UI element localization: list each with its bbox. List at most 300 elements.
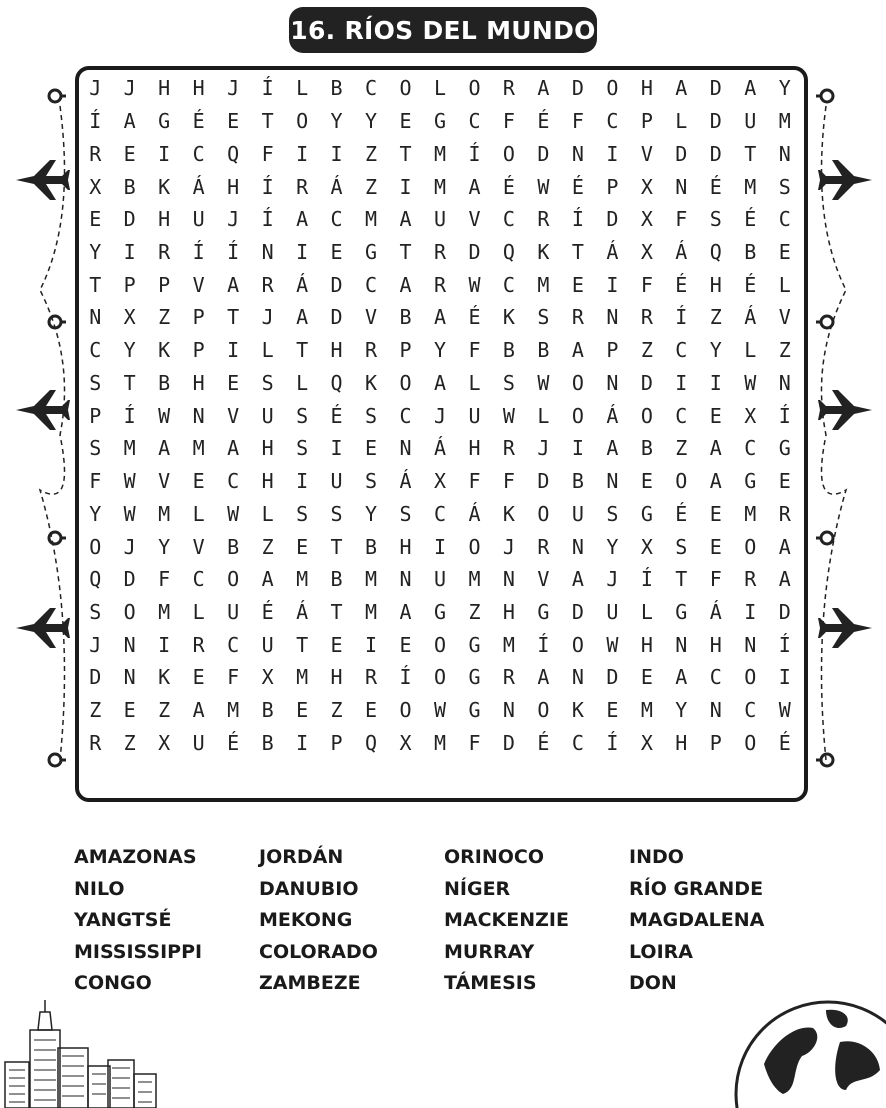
grid-letter: F <box>640 272 653 297</box>
grid-letter: G <box>778 436 791 461</box>
grid-letter: Y <box>123 338 136 363</box>
grid-letter: H <box>709 632 722 657</box>
grid-letter: D <box>502 730 515 755</box>
word-item: CONGO <box>74 972 152 994</box>
grid-letter: Z <box>158 305 171 330</box>
grid-letter: Á <box>330 174 343 199</box>
grid-letter: M <box>468 567 481 592</box>
grid-letter: A <box>709 469 722 494</box>
grid-letter: A <box>537 76 550 101</box>
grid-letter: U <box>433 207 447 232</box>
grid-letter: X <box>123 305 136 330</box>
grid-letter: O <box>571 370 584 395</box>
grid-letter: B <box>537 338 550 363</box>
grid-letter: S <box>778 174 791 199</box>
grid-letter: M <box>502 632 515 657</box>
grid-letter: H <box>158 76 171 101</box>
grid-letter: E <box>640 665 653 690</box>
grid-letter: I <box>158 632 171 657</box>
grid-letter: T <box>399 141 412 166</box>
grid-letter: C <box>675 403 688 428</box>
word-item: MURRAY <box>444 940 535 963</box>
grid-letter: L <box>261 338 274 363</box>
grid-letter: Q <box>227 141 240 166</box>
pin-icon <box>44 313 66 331</box>
grid-letter: I <box>365 632 378 657</box>
grid-letter: E <box>571 272 584 297</box>
grid-letter: M <box>537 272 550 297</box>
grid-letter: B <box>399 305 412 330</box>
grid-letter: S <box>537 305 550 330</box>
grid-letter: E <box>330 239 343 264</box>
grid-letter: S <box>399 501 412 526</box>
grid-letter: C <box>502 207 515 232</box>
grid-letter: H <box>640 76 653 101</box>
grid-letter: C <box>606 109 619 134</box>
grid-letter: Q <box>330 370 343 395</box>
grid-letter: N <box>606 469 619 494</box>
grid-letter: A <box>778 567 791 592</box>
grid-letter: I <box>606 141 619 166</box>
grid-letter: É <box>675 272 688 297</box>
grid-letter: S <box>675 534 688 559</box>
grid-letter: Z <box>158 698 171 723</box>
grid-letter: C <box>227 469 240 494</box>
grid-letter: M <box>433 174 447 199</box>
grid-letter: A <box>296 207 309 232</box>
grid-letter: K <box>158 338 171 363</box>
grid-letter: Í <box>261 207 274 232</box>
word-item: MAGDALENA <box>629 909 765 931</box>
grid-letter: W <box>123 469 136 494</box>
grid-letter: K <box>502 501 515 526</box>
grid-letter: T <box>89 272 102 297</box>
grid-letter: R <box>89 730 102 755</box>
grid-letter: D <box>123 567 136 592</box>
grid-letter: M <box>778 109 791 134</box>
grid-letter: Q <box>502 239 515 264</box>
grid-letter: L <box>640 599 653 624</box>
grid-letter: S <box>606 501 619 526</box>
grid-letter: E <box>709 534 722 559</box>
grid-letter: I <box>433 534 447 559</box>
pin-icon <box>44 87 66 105</box>
grid-letter: F <box>158 567 171 592</box>
pin-icon <box>44 529 66 547</box>
grid-letter: S <box>709 207 722 232</box>
page-title: 16. RÍOS DEL MUNDO <box>289 7 597 53</box>
grid-letter: E <box>709 403 722 428</box>
grid-letter: J <box>537 436 550 461</box>
grid-letter: Z <box>468 599 481 624</box>
grid-letter: X <box>744 403 757 428</box>
grid-letter: E <box>227 370 240 395</box>
city-skyline-icon <box>0 1000 160 1108</box>
grid-letter: U <box>192 207 205 232</box>
grid-letter: I <box>606 272 619 297</box>
grid-letter: L <box>192 599 205 624</box>
word-item: ORINOCO <box>444 846 545 868</box>
grid-letter: C <box>744 436 757 461</box>
grid-letter: Á <box>433 436 447 461</box>
grid-letter: K <box>158 665 171 690</box>
grid-letter: B <box>502 338 515 363</box>
grid-letter: D <box>123 207 136 232</box>
grid-letter: H <box>227 174 240 199</box>
grid-letter: U <box>571 501 584 526</box>
grid-letter: R <box>502 665 515 690</box>
grid-letter: D <box>709 76 722 101</box>
word-item: MEKONG <box>259 909 353 931</box>
grid-letter: P <box>123 272 136 297</box>
grid-letter: R <box>261 272 274 297</box>
grid-letter: O <box>89 534 102 559</box>
grid-letter: E <box>709 501 722 526</box>
grid-letter: R <box>537 534 550 559</box>
grid-letter: R <box>296 174 309 199</box>
grid-letter: D <box>709 141 722 166</box>
grid-letter: Q <box>365 730 378 755</box>
grid-letter: M <box>296 665 309 690</box>
grid-letter: O <box>468 76 481 101</box>
grid-letter: Í <box>89 109 102 134</box>
grid-letter: X <box>261 665 274 690</box>
grid-letter: A <box>158 436 171 461</box>
grid-letter: N <box>502 567 515 592</box>
grid-letter: A <box>192 698 205 723</box>
grid-letter: R <box>502 76 515 101</box>
grid-letter: U <box>330 469 343 494</box>
grid-letter: C <box>709 665 722 690</box>
grid-letter: R <box>433 239 447 264</box>
grid-letter: B <box>365 534 378 559</box>
grid-letter: L <box>296 370 309 395</box>
grid-letter: T <box>571 239 584 264</box>
grid-letter: O <box>571 403 584 428</box>
grid-letter: C <box>675 338 688 363</box>
grid-letter: A <box>571 338 584 363</box>
grid-letter: H <box>158 207 171 232</box>
grid-letter: T <box>330 534 343 559</box>
grid-letter: O <box>468 534 481 559</box>
airplane-icon <box>818 156 874 204</box>
grid-letter: Í <box>778 403 791 428</box>
grid-letter: O <box>399 76 412 101</box>
grid-letter: V <box>468 207 481 232</box>
grid-letter: F <box>89 469 102 494</box>
grid-letter: M <box>158 501 171 526</box>
grid-letter: W <box>537 174 550 199</box>
grid-letter: E <box>227 109 240 134</box>
grid-letter: H <box>709 272 722 297</box>
grid-letter: I <box>158 141 171 166</box>
grid-letter: G <box>537 599 550 624</box>
grid-letter: R <box>433 272 447 297</box>
grid-letter: T <box>123 370 136 395</box>
grid-letter: L <box>468 370 481 395</box>
grid-letter: M <box>433 141 447 166</box>
grid-letter: F <box>502 109 515 134</box>
grid-letter: Y <box>158 534 171 559</box>
grid-letter: P <box>709 730 722 755</box>
grid-letter: P <box>192 305 205 330</box>
grid-letter: W <box>537 370 550 395</box>
grid-letter: X <box>640 239 653 264</box>
grid-letter: C <box>365 272 378 297</box>
grid-letter: B <box>571 469 584 494</box>
grid-letter: M <box>744 501 757 526</box>
grid-letter: Í <box>640 567 653 592</box>
grid-letter: I <box>123 239 136 264</box>
word-item: AMAZONAS <box>74 846 197 868</box>
grid-letter: É <box>778 730 791 755</box>
grid-letter: Í <box>227 239 240 264</box>
grid-letter: A <box>399 207 412 232</box>
grid-letter: X <box>433 469 447 494</box>
grid-letter: D <box>537 141 550 166</box>
grid-letter: K <box>571 698 584 723</box>
grid-letter: E <box>89 207 102 232</box>
grid-letter: J <box>227 76 240 101</box>
grid-letter: M <box>227 698 240 723</box>
grid-letter: R <box>778 501 791 526</box>
grid-letter: É <box>227 730 240 755</box>
grid-letter: H <box>330 338 343 363</box>
grid-letter: E <box>365 436 378 461</box>
grid-letter: Y <box>89 501 102 526</box>
grid-letter: Z <box>365 174 378 199</box>
grid-letter: Z <box>709 305 722 330</box>
grid-letter: Á <box>606 239 619 264</box>
grid-letter: V <box>640 141 653 166</box>
grid-letter: E <box>365 698 378 723</box>
grid-letter: Y <box>709 338 722 363</box>
grid-letter: B <box>744 239 757 264</box>
grid-letter: M <box>296 567 309 592</box>
grid-letter: R <box>365 665 378 690</box>
grid-letter: X <box>640 174 653 199</box>
grid-letter: É <box>537 109 550 134</box>
grid-letter: U <box>606 599 619 624</box>
grid-letter: D <box>571 76 584 101</box>
grid-letter: Á <box>606 403 619 428</box>
grid-letter: Í <box>778 632 791 657</box>
grid-letter: E <box>606 698 619 723</box>
grid-letter: D <box>330 272 343 297</box>
grid-letter: I <box>227 338 240 363</box>
grid-letter: O <box>502 141 515 166</box>
grid-letter: E <box>330 632 343 657</box>
grid-letter: C <box>468 109 481 134</box>
grid-letter: J <box>123 534 136 559</box>
grid-letter: Y <box>365 109 378 134</box>
grid-letter: Á <box>744 305 757 330</box>
grid-letter: O <box>433 632 447 657</box>
grid-letter: O <box>433 665 447 690</box>
grid-letter: M <box>433 730 447 755</box>
grid-letter: R <box>744 567 757 592</box>
grid-letter: O <box>571 632 584 657</box>
word-list <box>74 846 834 1004</box>
grid-letter: D <box>606 665 619 690</box>
grid-letter: N <box>606 305 619 330</box>
word-item: LOIRA <box>629 940 693 963</box>
grid-letter: A <box>296 305 309 330</box>
grid-letter: H <box>502 599 515 624</box>
grid-letter: É <box>330 403 343 428</box>
grid-letter: Y <box>606 534 619 559</box>
grid-letter: É <box>709 174 722 199</box>
grid-letter: A <box>537 665 550 690</box>
grid-letter: R <box>640 305 653 330</box>
grid-letter: Í <box>606 730 619 755</box>
grid-letter: D <box>468 239 481 264</box>
grid-letter: O <box>744 534 757 559</box>
grid-letter: N <box>399 567 412 592</box>
grid-letter: Í <box>399 665 412 690</box>
grid-letter: E <box>399 632 412 657</box>
grid-letter: S <box>365 469 378 494</box>
grid-letter: E <box>123 698 136 723</box>
word-item: NÍGER <box>444 877 511 900</box>
grid-letter: G <box>365 239 378 264</box>
grid-letter: R <box>365 338 378 363</box>
grid-letter: N <box>571 141 584 166</box>
grid-letter: I <box>296 239 309 264</box>
grid-letter: O <box>744 665 757 690</box>
grid-letter: W <box>502 403 515 428</box>
word-item: MACKENZIE <box>444 909 569 931</box>
grid-letter: I <box>571 436 584 461</box>
grid-letter: C <box>502 272 515 297</box>
grid-letter: W <box>778 698 791 723</box>
grid-letter: É <box>502 174 515 199</box>
grid-letter: R <box>158 239 171 264</box>
grid-letter: G <box>640 501 653 526</box>
grid-letter: O <box>227 567 240 592</box>
grid-letter: N <box>571 665 584 690</box>
grid-letter: T <box>744 141 757 166</box>
grid-letter: N <box>744 632 757 657</box>
grid-letter: N <box>606 370 619 395</box>
grid-letter: C <box>192 567 205 592</box>
grid-letter: K <box>537 239 550 264</box>
grid-letter: P <box>606 338 619 363</box>
grid-letter: J <box>89 632 102 657</box>
grid-letter: M <box>192 436 205 461</box>
grid-letter: N <box>89 305 102 330</box>
grid-letter: H <box>192 76 205 101</box>
grid-letter: A <box>709 436 722 461</box>
grid-letter: E <box>778 239 791 264</box>
grid-letter: C <box>744 698 757 723</box>
grid-letter: Z <box>675 436 688 461</box>
grid-letter: W <box>433 698 447 723</box>
grid-letter: G <box>468 665 481 690</box>
grid-letter: W <box>606 632 619 657</box>
grid-letter: M <box>158 599 171 624</box>
grid-letter: X <box>640 534 653 559</box>
grid-letter: Í <box>261 76 274 101</box>
grid-letter: L <box>744 338 757 363</box>
grid-letter: X <box>640 730 653 755</box>
grid-letter: T <box>227 305 240 330</box>
word-item: DANUBIO <box>259 877 359 900</box>
grid-letter: R <box>571 305 584 330</box>
grid-letter: O <box>675 469 688 494</box>
grid-letter: L <box>261 501 274 526</box>
grid-letter: A <box>744 76 757 101</box>
grid-letter: I <box>399 174 412 199</box>
grid-letter: T <box>296 632 309 657</box>
grid-letter: F <box>468 338 481 363</box>
grid-letter: J <box>123 76 136 101</box>
grid-letter: E <box>123 141 136 166</box>
grid-letter: B <box>640 436 653 461</box>
grid-letter: A <box>261 567 274 592</box>
grid-letter: S <box>365 403 378 428</box>
letter-grid <box>78 72 802 792</box>
grid-letter: K <box>365 370 378 395</box>
grid-letter: Y <box>433 338 447 363</box>
grid-letter: A <box>433 370 447 395</box>
grid-letter: E <box>640 469 653 494</box>
grid-letter: T <box>399 239 412 264</box>
grid-letter: Q <box>89 567 102 592</box>
grid-letter: F <box>468 469 481 494</box>
airplane-icon <box>818 604 874 652</box>
grid-letter: B <box>261 730 274 755</box>
grid-letter: H <box>675 730 688 755</box>
grid-letter: S <box>296 403 309 428</box>
grid-letter: G <box>433 599 447 624</box>
grid-letter: Z <box>261 534 274 559</box>
grid-letter: I <box>744 599 757 624</box>
airplane-icon <box>14 604 70 652</box>
word-item: DON <box>629 972 677 994</box>
grid-letter: P <box>399 338 412 363</box>
grid-letter: N <box>123 632 136 657</box>
grid-letter: G <box>468 632 481 657</box>
grid-letter: M <box>365 567 378 592</box>
word-item: RÍO GRANDE <box>629 877 764 900</box>
grid-letter: C <box>227 632 240 657</box>
grid-letter: É <box>675 501 688 526</box>
grid-letter: X <box>640 207 653 232</box>
grid-letter: N <box>675 632 688 657</box>
grid-letter: W <box>227 501 240 526</box>
word-item: TÁMESIS <box>444 972 537 994</box>
grid-letter: G <box>158 109 171 134</box>
grid-letter: T <box>296 338 309 363</box>
grid-letter: V <box>227 403 240 428</box>
grid-letter: L <box>192 501 205 526</box>
grid-letter: C <box>365 76 378 101</box>
grid-letter: O <box>744 730 757 755</box>
grid-letter: D <box>709 109 722 134</box>
grid-letter: A <box>399 599 412 624</box>
grid-letter: U <box>468 403 481 428</box>
grid-letter: E <box>296 534 309 559</box>
grid-letter: O <box>296 109 309 134</box>
word-item: COLORADO <box>259 940 378 963</box>
grid-letter: É <box>261 599 274 624</box>
grid-letter: Í <box>571 207 584 232</box>
grid-letter: W <box>744 370 757 395</box>
grid-letter: L <box>296 76 309 101</box>
grid-letter: H <box>468 436 481 461</box>
grid-letter: D <box>640 370 653 395</box>
